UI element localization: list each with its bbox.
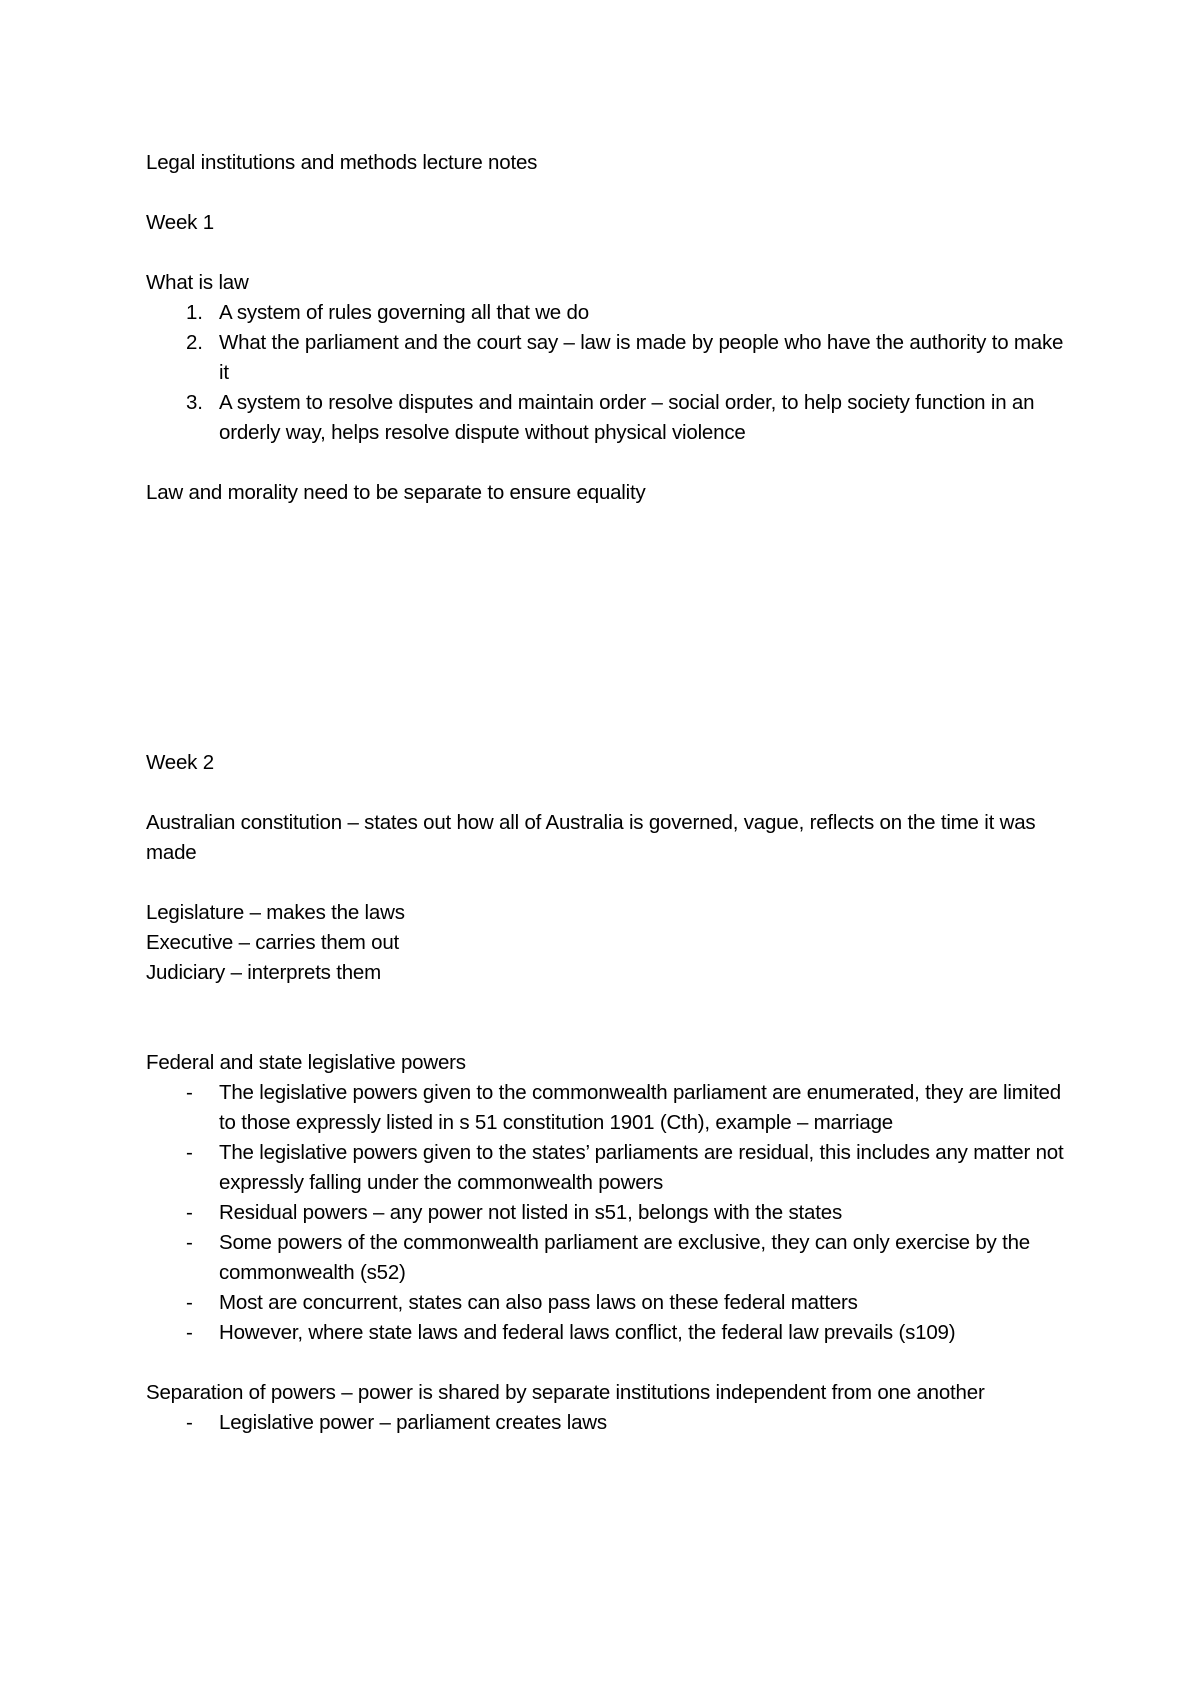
morality-note: Law and morality need to be separate to ensure equality [146, 481, 646, 504]
list-item [146, 298, 1076, 328]
list-item [146, 1288, 1076, 1318]
list-item [146, 1228, 1076, 1288]
list-marker: - [186, 1141, 193, 1164]
list-marker: 1. [186, 301, 203, 324]
list-item [146, 1078, 1076, 1138]
blank-space [146, 508, 1076, 748]
spacer [146, 178, 1076, 208]
what-is-law-list [146, 298, 1076, 448]
document-title: Legal institutions and methods lecture notes [146, 151, 538, 174]
list-item-text: The legislative powers given to the states’ parliaments are residual, this includes any matter not expressly falling under the commonwealth powers [219, 1141, 1064, 1194]
week2-heading: Week 2 [146, 751, 214, 774]
list-item-text: A system to resolve disputes and maintain order – social order, to help society function in an orderly way, helps resolve dispute without physical violence [219, 391, 1035, 444]
separation-heading: Separation of powers – power is shared by separate institutions independent from one another [146, 1381, 985, 1404]
list-item-text: Some powers of the commonwealth parliament are exclusive, they can only exercise by the commonwealth (s52) [219, 1231, 1030, 1284]
constitution-paragraph: Australian constitution – states out how all of Australia is governed, vague, reflects on the time it was made [146, 811, 1036, 864]
list-marker: - [186, 1411, 193, 1434]
what-is-law-heading: What is law [146, 271, 249, 294]
list-item [146, 1408, 1076, 1438]
list-item-text: Legislative power – parliament creates laws [219, 1411, 607, 1434]
spacer [146, 448, 1076, 478]
document-body [146, 148, 1076, 1438]
list-item [146, 1198, 1076, 1228]
list-marker: - [186, 1081, 193, 1104]
separation-list [146, 1408, 1076, 1438]
list-item [146, 328, 1076, 388]
list-marker: - [186, 1291, 193, 1314]
list-item [146, 1318, 1076, 1348]
spacer [146, 868, 1076, 898]
list-marker: - [186, 1201, 193, 1224]
spacer [146, 778, 1076, 808]
list-item-text: The legislative powers given to the commonwealth parliament are enumerated, they are limited to those expressly listed in s 51 constitution 1901 (Cth), example – marriage [219, 1081, 1061, 1134]
week1-heading: Week 1 [146, 211, 214, 234]
spacer [146, 238, 1076, 268]
list-item-text: However, where state laws and federal laws conflict, the federal law prevails (s109) [219, 1321, 956, 1344]
list-marker: - [186, 1321, 193, 1344]
branch-executive: Executive – carries them out [146, 931, 400, 954]
spacer [146, 1348, 1076, 1378]
list-marker: 2. [186, 331, 203, 354]
list-marker: 3. [186, 391, 203, 414]
branch-judiciary: Judiciary – interprets them [146, 961, 382, 984]
list-item-text: Residual powers – any power not listed in s51, belongs with the states [219, 1201, 843, 1224]
list-item [146, 1138, 1076, 1198]
list-item-text: Most are concurrent, states can also pass laws on these federal matters [219, 1291, 858, 1314]
list-item [146, 388, 1076, 448]
branch-legislature: Legislature – makes the laws [146, 901, 405, 924]
powers-heading: Federal and state legislative powers [146, 1051, 466, 1074]
spacer [146, 1018, 1076, 1048]
powers-list [146, 1078, 1076, 1348]
list-item-text: A system of rules governing all that we do [219, 301, 589, 324]
list-marker: - [186, 1231, 193, 1254]
spacer [146, 988, 1076, 1018]
list-item-text: What the parliament and the court say – law is made by people who have the authority to make it [219, 331, 1064, 384]
